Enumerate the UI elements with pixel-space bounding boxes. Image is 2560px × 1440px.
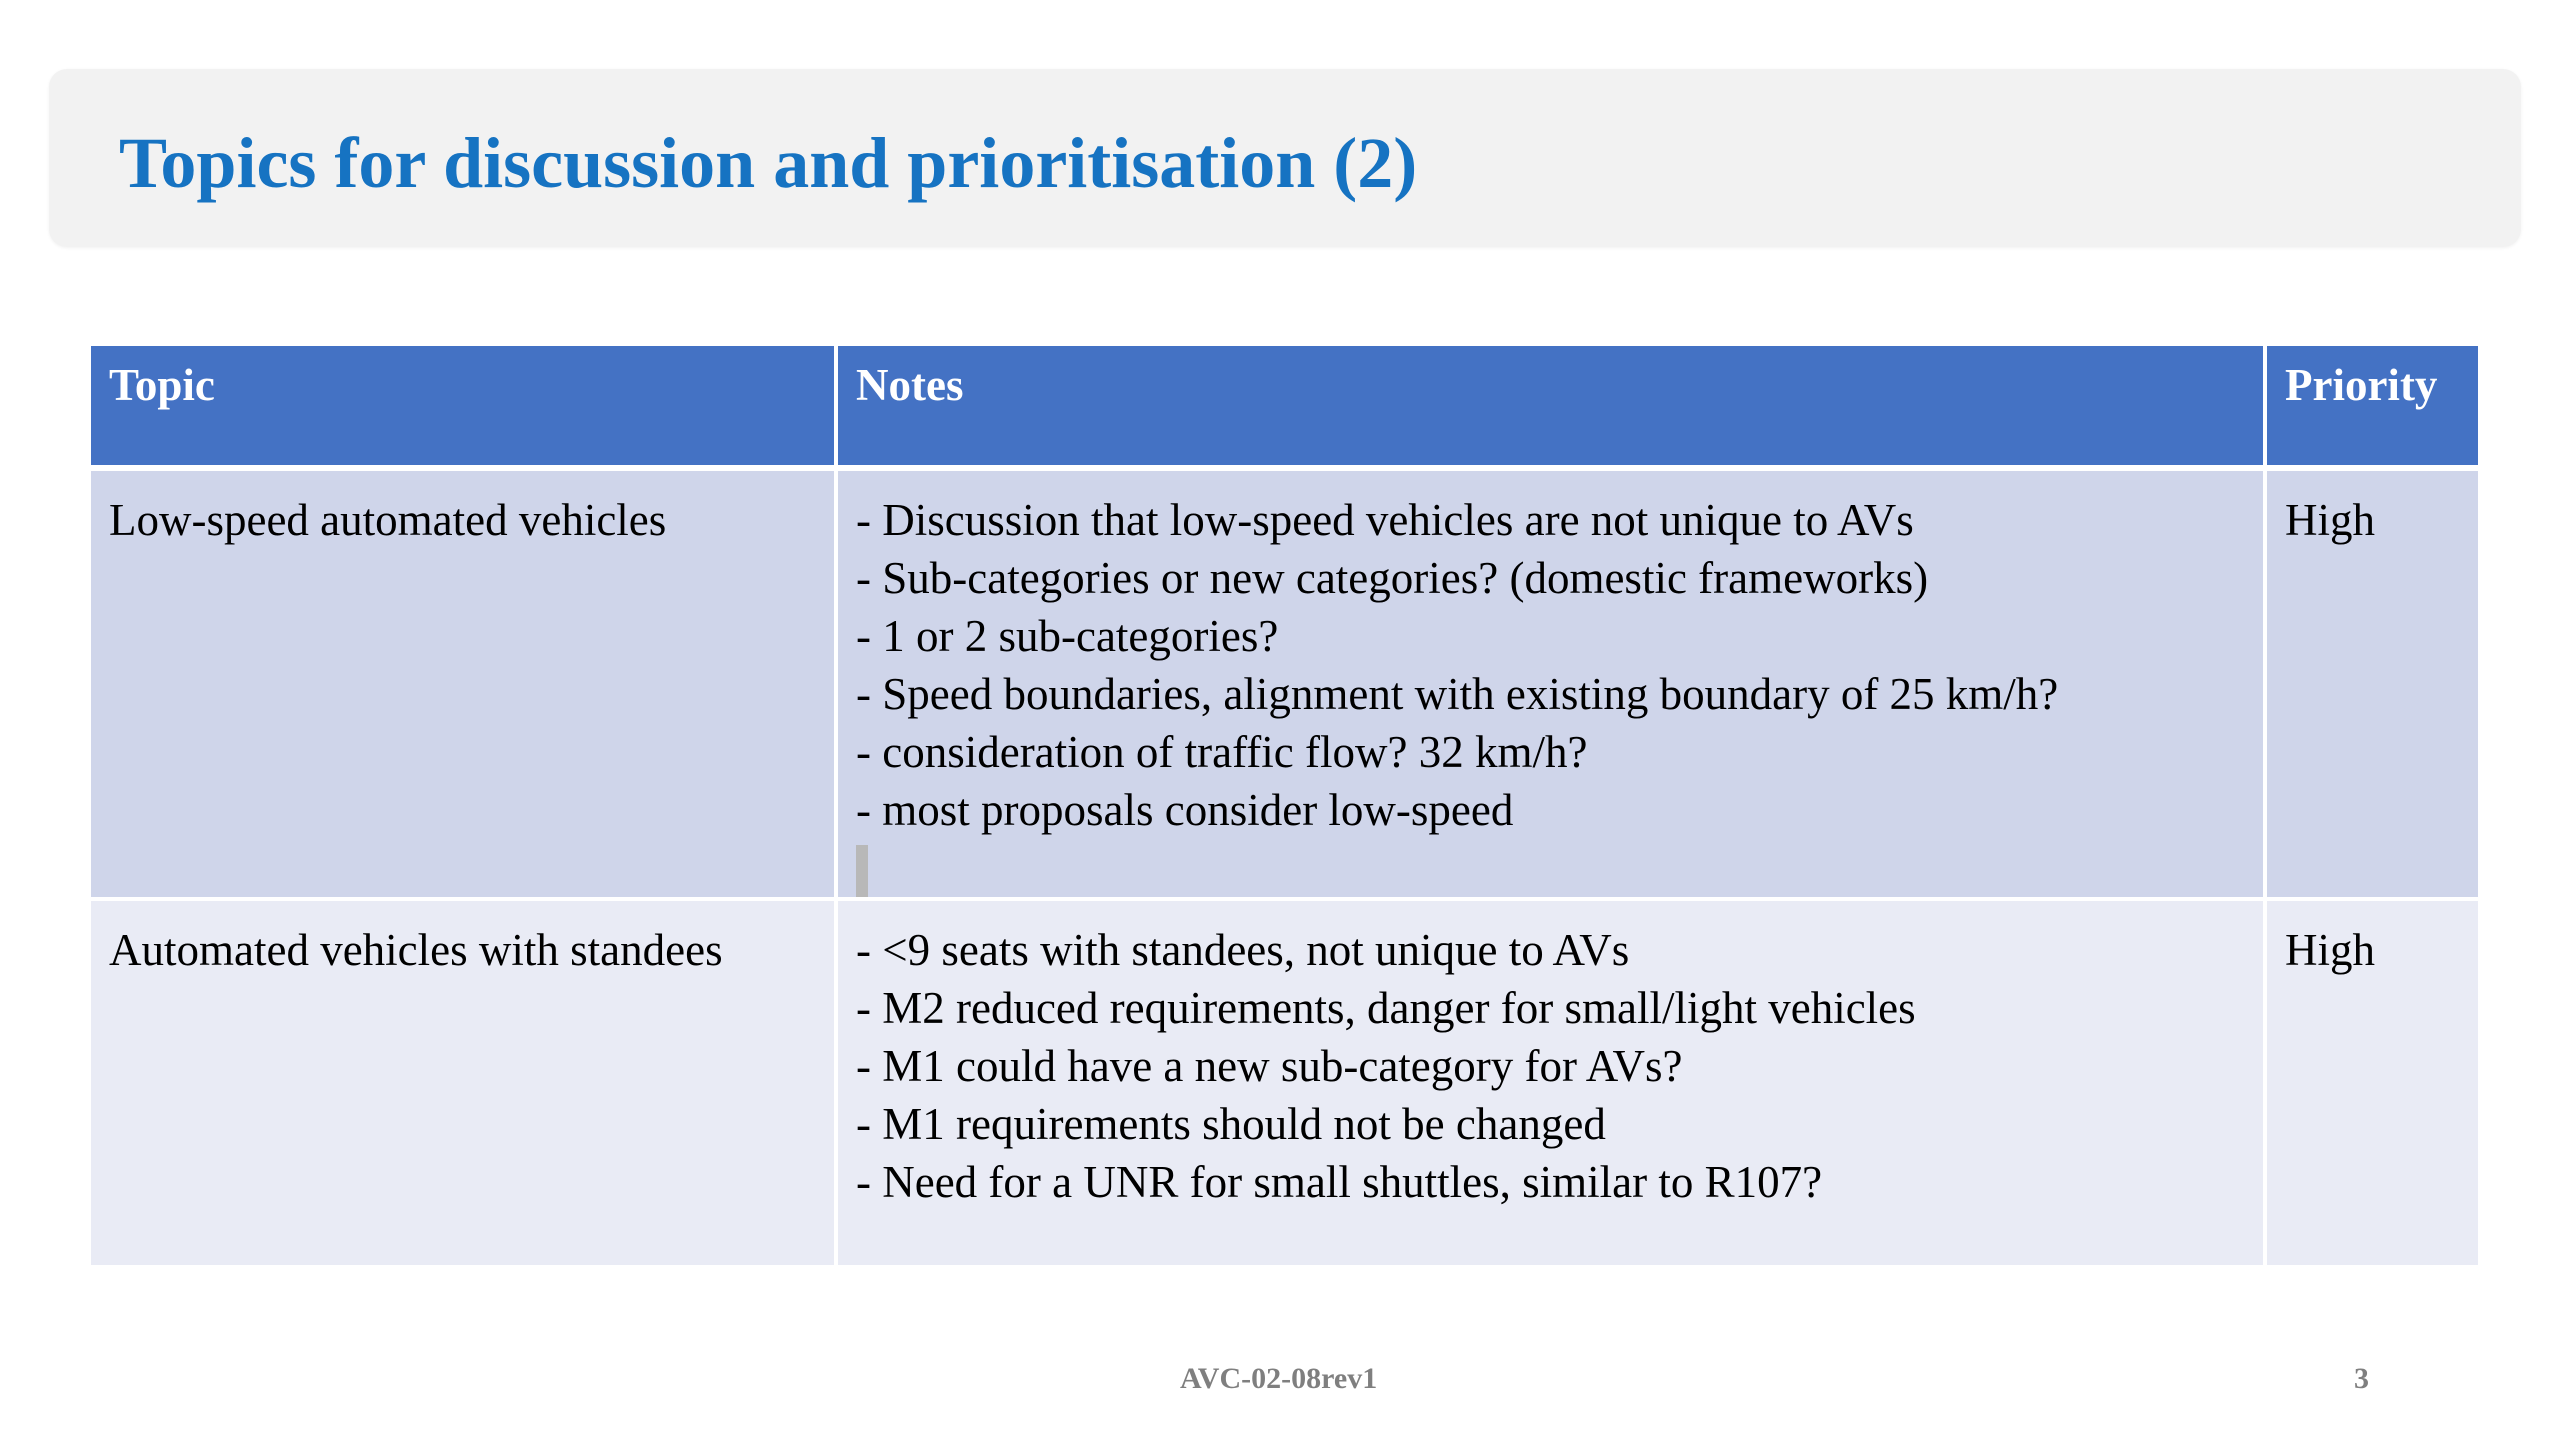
note-line: - <9 seats with standees, not unique to AVs: [856, 925, 1630, 975]
table-header-row: [91, 346, 2478, 468]
footer-document-ref: AVC-02-08rev1: [1180, 1362, 1378, 1395]
notes-cell: [836, 468, 2265, 899]
note-line: - most proposals consider low-speed: [856, 785, 1514, 835]
note-line: - consideration of traffic flow? 32 km/h?: [856, 727, 1588, 777]
note-line: - M1 requirements should not be changed: [856, 1099, 1606, 1149]
note-line: - Discussion that low-speed vehicles are not unique to AVs: [856, 495, 1914, 545]
title-bar: [49, 69, 2521, 247]
header-priority: Priority: [2265, 346, 2478, 468]
priority-cell: High: [2265, 468, 2478, 899]
table-row: [91, 899, 2478, 1267]
header-notes: Notes: [836, 346, 2265, 468]
note-line: - 1 or 2 sub-categories?: [856, 611, 1279, 661]
priority-cell: High: [2265, 899, 2478, 1267]
note-line: - M2 reduced requirements, danger for small/light vehicles: [856, 983, 1916, 1033]
note-line: - M1 could have a new sub-category for AVs?: [856, 1041, 1683, 1091]
note-line: - Sub-categories or new categories? (domestic frameworks): [856, 553, 1929, 603]
topic-cell: Low-speed automated vehicles: [91, 468, 836, 899]
slide-title: Topics for discussion and prioritisation (2): [119, 123, 1418, 203]
table-row: [91, 468, 2478, 899]
footer-page-number: 3: [2354, 1362, 2369, 1395]
note-line: - Speed boundaries, alignment with existing boundary of 25 km/h?: [856, 669, 2059, 719]
topic-cell: Automated vehicles with standees: [91, 899, 836, 1267]
header-topic: Topic: [91, 346, 836, 468]
topics-table: [91, 346, 2478, 1269]
notes-cell: [836, 899, 2265, 1267]
text-cursor-marker: [856, 845, 868, 897]
note-line: - Need for a UNR for small shuttles, similar to R107?: [856, 1157, 1823, 1207]
